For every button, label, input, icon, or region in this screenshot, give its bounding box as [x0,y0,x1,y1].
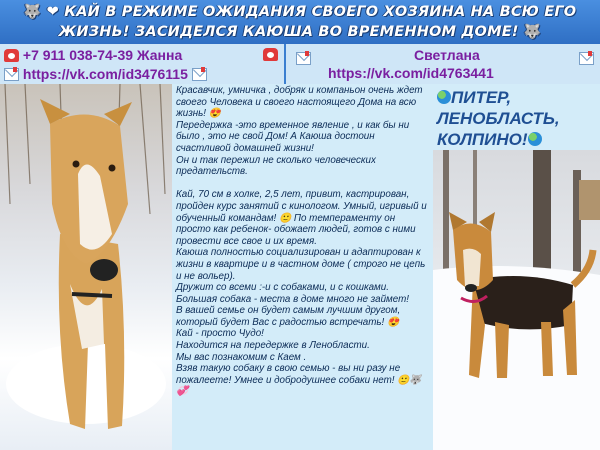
location-title: ПИТЕР, ЛЕНОБЛАСТЬ, КОЛПИНО! [437,88,560,149]
wolf-icon-2: 🐺 [523,24,542,40]
mail-icon-right [192,68,207,81]
vk-link-row-left[interactable] [0,65,284,84]
wolf-icon: 🐺 [23,4,42,20]
dog-photo-left-art [0,84,172,450]
banner-line-2 [4,22,596,42]
banner-text-1: КАЙ В РЕЖИМЕ ОЖИДАНИЯ СВОЕГО ХОЗЯИНА НА ВСЮ ЕГО [64,4,577,20]
phone-number[interactable]: +7 911 038-74-39 Жанна [22,47,183,63]
dog-photo-right-art [433,150,600,450]
phone-row[interactable] [0,44,284,65]
phone-icon-right [263,48,278,61]
mail-icon [4,68,19,81]
contact-svetlana [288,44,600,84]
contacts-bar [0,44,600,84]
vk-link-row-right[interactable] [288,63,600,83]
phone-icon [4,49,19,62]
dog-photo-right [433,150,600,450]
banner-line-1 [4,2,596,22]
globe-icon-2 [528,132,542,146]
contact-zhanna [0,44,286,84]
header-banner [0,0,600,44]
vk-link-svetlana[interactable]: https://vk.com/id4763441 [328,65,494,81]
banner-text-2: ЖИЗНЬ! ЗАСИДЕЛСЯ КАЮША ВО ВРЕМЕННОМ ДОМЕ! [58,24,519,40]
contact-name: Светлана [414,47,480,63]
heart-icon: ❤ [46,4,59,20]
globe-icon [437,90,451,104]
description-panel [172,84,433,450]
name-row [288,44,600,63]
dog-photo-left [0,84,172,450]
description-text: Красавчик, умничка , добряк и компаньон очень ждет своего Человека и своего настоящего Дома на всю жизнь! 😍 Передержка -это временное явление , и как бы ни было , это не свой Дом! А Каюша достоин счастливой домашней жизни! Он и так пережил не сколько человеческих предательств. Кай, 70 см в холке, 2,5 лет, привит, кастрирован, пройден курс занятий с кинологом. Умный, игривый и обученный командам! 🙂 По темпераменту он просто как ребенок- обожает людей, готов с ними провести все свое и их время. Каюша полностью социализирован и адаптирован к жизни в квартире и в частном доме ( строго не цепь и не вольер). Дружит со всеми :-и с собаками, и с кошками. Большая собака - места в доме много не займет! В вашей семье он будет самым лучшим другом, который будет Вас с радостью встречать! 😍 Кай - просто Чудо! Находится на передержке в Ленобласти. Мы вас познакомим с Каем . Взяв такую собаку в свою семью - вы ни разу не пожалеете! Умнее и добродушнее собаки нет! 🙂🐺💞 [176,85,427,398]
vk-link-zhanna[interactable]: https://vk.com/id3476115 [22,66,188,82]
location-title-box [433,84,600,150]
